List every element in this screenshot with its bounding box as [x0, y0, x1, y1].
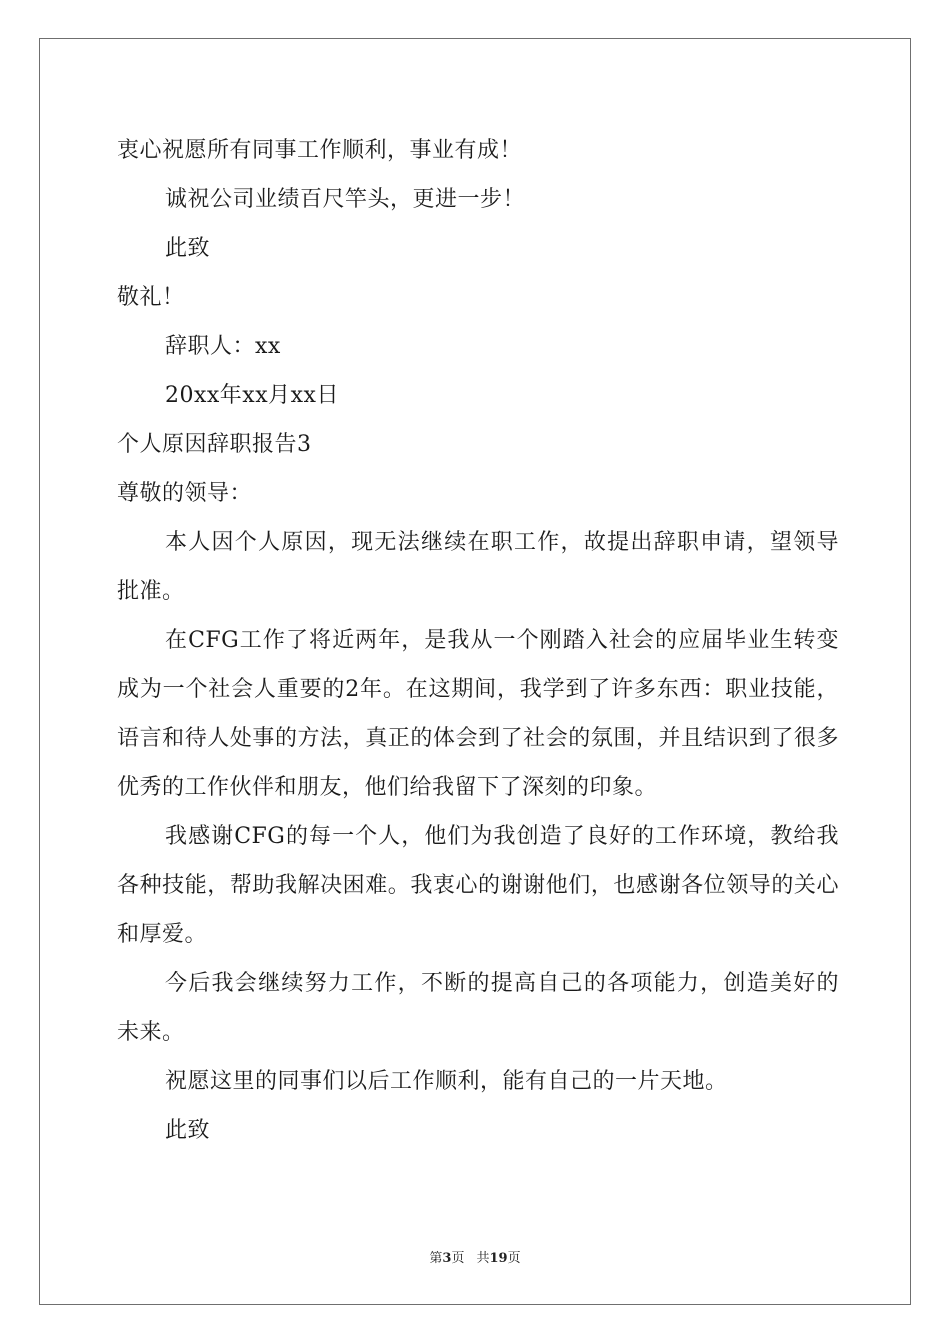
- paragraph-resignation-request: 本人因个人原因，现无法继续在职工作，故提出辞职申请，望领导批准。: [117, 530, 839, 604]
- paragraph-company-wish: 诚祝公司业绩百尺竿头，更进一步！: [165, 187, 526, 212]
- page-footer: [0, 1247, 950, 1266]
- footer-page-number: 3: [442, 1251, 452, 1266]
- paragraph-future: 今后我会继续努力工作，不断的提高自己的各项能力，创造美好的未来。: [117, 971, 839, 1045]
- footer-total-pages: 19: [489, 1251, 508, 1266]
- paragraph-date: 20xx年xx月xx日: [165, 383, 339, 408]
- section-heading: 个人原因辞职报告3: [117, 432, 312, 457]
- paragraph-gratitude: 我感谢CFG的每一个人，他们为我创造了良好的工作环境，教给我各种技能，帮助我解决困难。我衷心的谢谢他们，也感谢各位领导的关心和厚爱。: [117, 824, 839, 947]
- paragraph-salutation-cizhi: 此致: [165, 236, 211, 261]
- paragraph-salutation-jingli: 敬礼！: [117, 285, 185, 310]
- footer-total-suffix: 页: [507, 1251, 521, 1266]
- paragraph-salutation-cizhi-2: 此致: [165, 1118, 211, 1143]
- paragraph-signer: 辞职人：xx: [165, 334, 281, 359]
- paragraph-greeting: 尊敬的领导：: [117, 481, 253, 506]
- paragraph-colleague-wish: 祝愿这里的同事们以后工作顺利，能有自己的一片天地。: [165, 1069, 728, 1094]
- footer-page-suffix: 页: [451, 1251, 465, 1266]
- paragraph-experience: 在CFG工作了将近两年，是我从一个刚踏入社会的应届毕业生转变成为一个社会人重要的2年。在这期间，我学到了许多东西：职业技能，语言和待人处事的方法，真正的体会到了社会的氛围，并且结识到了很多优秀的工作伙伴和朋友，他们给我留下了深刻的印象。: [117, 628, 839, 800]
- footer-page-prefix: 第: [429, 1251, 443, 1266]
- document-body: [117, 126, 839, 1155]
- footer-total-prefix: 共: [476, 1251, 490, 1266]
- paragraph-closing-wish: 衷心祝愿所有同事工作顺利，事业有成！: [117, 138, 523, 163]
